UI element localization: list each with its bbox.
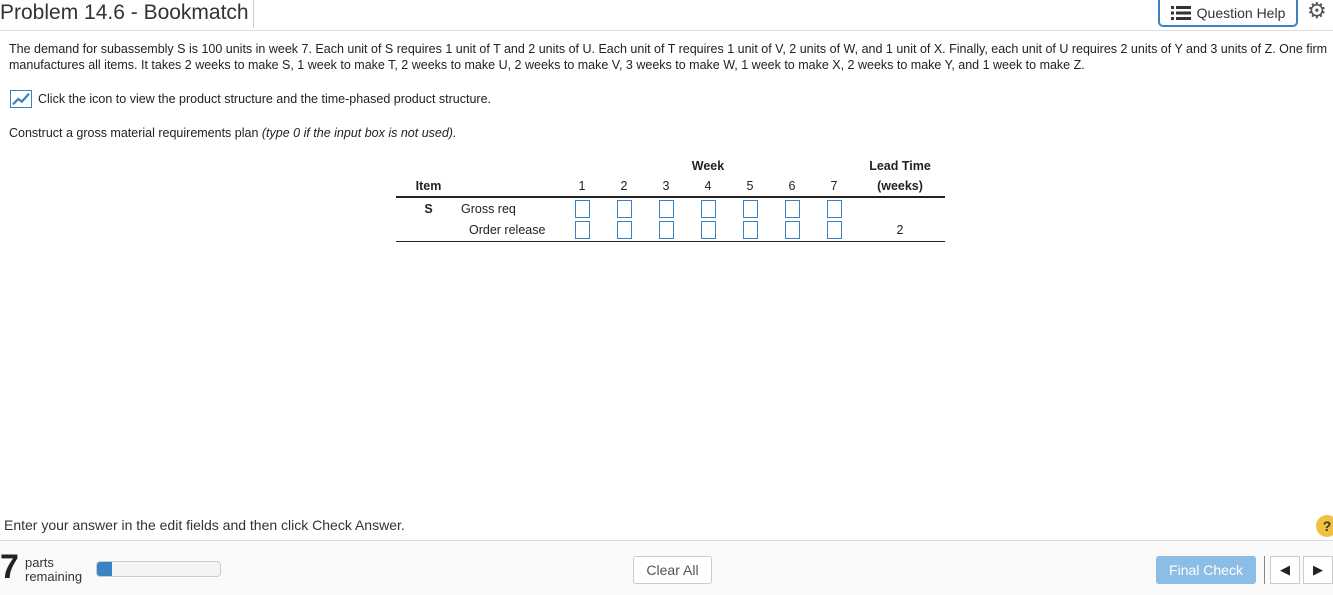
triangle-right-icon: ▶ [1313, 562, 1323, 577]
nav-divider [1264, 556, 1265, 584]
week-6: 6 [788, 179, 796, 193]
triangle-left-icon: ◀ [1280, 562, 1290, 577]
question-help-button[interactable] [1158, 0, 1298, 27]
week-1: 1 [578, 179, 586, 193]
gross-req-week-1-input[interactable] [575, 200, 590, 218]
gross-req-week-3-input[interactable] [659, 200, 674, 218]
gear-icon[interactable]: ⚙ [1307, 0, 1327, 23]
item-header: Item [415, 179, 442, 193]
week-2: 2 [620, 179, 628, 193]
order-release-week-5-input[interactable] [743, 221, 758, 239]
gross-req-week-2-input[interactable] [617, 200, 632, 218]
divider [0, 30, 1333, 31]
gross-req-week-6-input[interactable] [785, 200, 800, 218]
week-5: 5 [746, 179, 754, 193]
order-release-week-6-input[interactable] [785, 221, 800, 239]
parts-remaining-label: parts remaining [25, 555, 83, 584]
chart-icon[interactable] [10, 90, 32, 108]
item-s: S [424, 201, 433, 216]
week-header: Week [691, 159, 725, 173]
mrp-table [396, 156, 945, 242]
list-icon [1171, 6, 1191, 20]
lead-time-header: Lead Time [869, 159, 931, 173]
progress-fill [97, 562, 112, 576]
week-3: 3 [662, 179, 670, 193]
progress-bar [96, 561, 221, 577]
order-release-week-7-input[interactable] [827, 221, 842, 239]
parts-count: 7 [0, 548, 19, 586]
final-check-button[interactable]: Final Check [1156, 556, 1256, 584]
week-4: 4 [704, 179, 712, 193]
previous-button[interactable] [1270, 556, 1300, 584]
order-release-week-3-input[interactable] [659, 221, 674, 239]
page-title: Problem 14.6 - Bookmatch [0, 0, 254, 28]
clear-all-button[interactable]: Clear All [633, 556, 712, 584]
gross-req-week-5-input[interactable] [743, 200, 758, 218]
next-button[interactable] [1303, 556, 1333, 584]
question-help-label: Question Help [1196, 4, 1286, 21]
gross-req-week-4-input[interactable] [701, 200, 716, 218]
problem-statement: The demand for subassembly S is 100 units in week 7. Each unit of S requires 1 unit of T and 2 units of U. Each unit of T requires 1 unit of V, 2 units of W, and 1 unit of X. Finally, each unit of U requires 2 units of Y and 3 units of Z. One firm manufactures all items. It takes 2 weeks to make S, 1 week to make T, 2 weeks to make U, 2 weeks to make V, 3 weeks to make W, 1 week to make X, 2 weeks to make Y, and 1 week to make Z. [9, 42, 1328, 72]
construct-instruction: Construct a gross material requirements plan (type 0 if the input box is not used). [9, 126, 457, 140]
gross-req-week-7-input[interactable] [827, 200, 842, 218]
help-icon[interactable]: ? [1316, 515, 1333, 537]
gross-req-label: Gross req [461, 201, 516, 216]
answer-instruction: Enter your answer in the edit fields and then click Check Answer. [4, 517, 405, 533]
lead-time-value: 2 [896, 222, 904, 237]
order-release-week-2-input[interactable] [617, 221, 632, 239]
lead-time-unit: (weeks) [877, 179, 923, 193]
order-release-week-4-input[interactable] [701, 221, 716, 239]
order-release-week-1-input[interactable] [575, 221, 590, 239]
product-structure-link[interactable] [10, 90, 491, 108]
week-7: 7 [830, 179, 838, 193]
icon-instruction: Click the icon to view the product structure and the time-phased product structure. [38, 92, 492, 106]
order-release-label: Order release [469, 222, 546, 237]
